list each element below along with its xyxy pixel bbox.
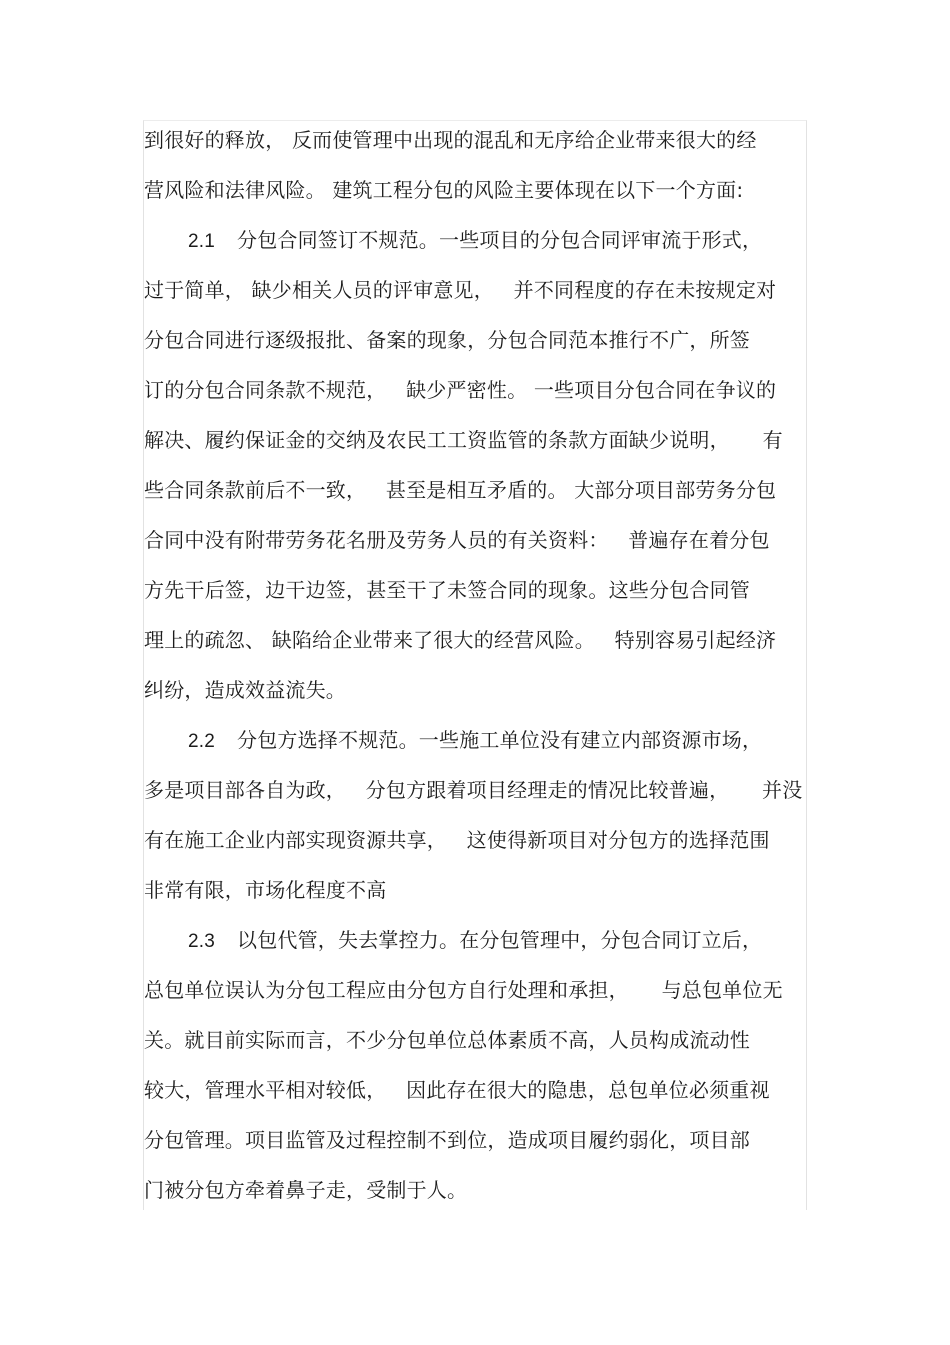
text-line: 方先干后签，边干边签，甚至干了未签合同的现象。这些分包合同管 [144, 578, 750, 602]
section-paragraph-2-1 [144, 215, 930, 715]
document-body [144, 115, 930, 1215]
text-line: 营风险和法律风险。 建筑工程分包的风险主要体现在以下一个方面: [144, 178, 744, 202]
text-line: 分包管理。项目监管及过程控制不到位，造成项目履约弱化，项目部 [144, 1128, 750, 1152]
text-line: 理上的疏忽、 缺陷给企业带来了很大的经营风险。 特别容易引起经济 [144, 628, 777, 652]
text-line: 关。就目前实际而言，不少分包单位总体素质不高，人员构成流动性 [144, 1028, 750, 1052]
text-line: 多是项目部各自为政， 分包方跟着项目经理走的情况比较普遍， 并没 [144, 778, 803, 802]
text-line: 总包单位误认为分包工程应由分包方自行处理和承担， 与总包单位无 [144, 978, 783, 1002]
section-first-line [144, 215, 930, 265]
text-line: 些合同条款前后不一致， 甚至是相互矛盾的。 大部分项目部劳务分包 [144, 478, 777, 502]
paragraph [144, 115, 930, 215]
text-line: 过于简单， 缺少相关人员的评审意见， 并不同程度的存在未按规定对 [144, 278, 777, 302]
text-line: 非常有限，市场化程度不高 [144, 878, 387, 902]
text-line: 有在施工企业内部实现资源共享， 这使得新项目对分包方的选择范围 [144, 828, 770, 852]
text-line: 纠纷，造成效益流失。 [144, 678, 346, 702]
text-line: 分包合同签订不规范。一些项目的分包合同评审流于形式， [237, 228, 763, 252]
text-line: 分包合同进行逐级报批、备案的现象，分包合同范本推行不广，所签 [144, 328, 750, 352]
section-number: 2.2 [188, 731, 216, 752]
text-line: 合同中没有附带劳务花名册及劳务人员的有关资料： 普遍存在着分包 [144, 528, 770, 552]
text-line: 订的分包合同条款不规范， 缺少严密性。 一些项目分包合同在争议的 [144, 378, 777, 402]
text-line: 以包代管，失去掌控力。在分包管理中，分包合同订立后， [237, 928, 763, 952]
section-paragraph-2-2 [144, 715, 930, 915]
section-first-line [144, 915, 930, 965]
text-line: 门被分包方牵着鼻子走，受制于人。 [144, 1178, 468, 1202]
section-number: 2.3 [188, 931, 216, 952]
text-line: 解决、履约保证金的交纳及农民工工资监管的条款方面缺少说明， 有 [144, 428, 783, 452]
section-paragraph-2-3 [144, 915, 930, 1215]
text-line: 较大，管理水平相对较低， 因此存在很大的隐患，总包单位必须重视 [144, 1078, 770, 1102]
section-number: 2.1 [188, 231, 216, 252]
text-line: 分包方选择不规范。一些施工单位没有建立内部资源市场， [237, 728, 763, 752]
section-first-line [144, 715, 930, 765]
text-line: 到很好的释放， 反而使管理中出现的混乱和无序给企业带来很大的经 [144, 128, 757, 152]
